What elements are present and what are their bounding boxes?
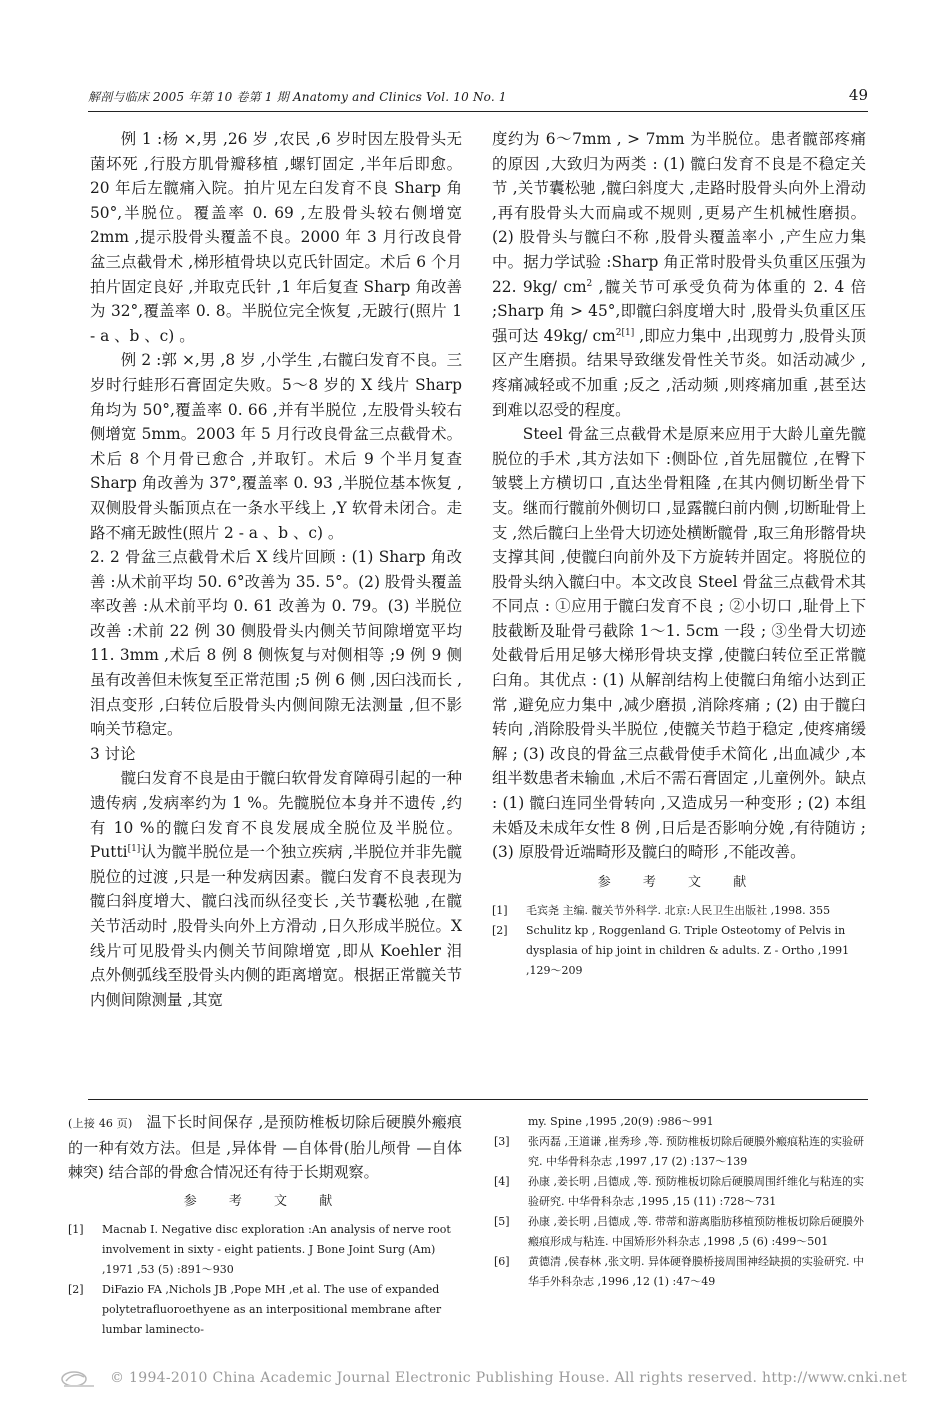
running-header [88,88,868,108]
header-rule [88,111,868,112]
section-divider [88,1099,868,1100]
reference-number [494,1112,528,1132]
discussion-text-b: 认为髋半脱位是一个独立疾病 ,半脱位并非先髋脱位的过渡 ,只是一种发病因素。髋臼发育不良表现为髋臼斜度增大、髋臼浅而纵径变长 ,关节囊松驰 ,在髋关节活动时 ,股骨头向外上方滑动 ,日久形成半脱位。X 线片可见股骨头内侧关节间隙增宽 ,即从 Koehler 泪点外侧弧线至股骨头内侧的距离增宽。根据正常髋关节内侧间隙测量 ,其宽 [90,843,462,1009]
references-heading: 参 考 文 献 [183,1194,347,1209]
reference-number: [6] [494,1255,510,1268]
pain-text-a: 度约为 6～7mm , > 7mm 为半脱位。患者髋部疼痛的原因 ,大致归为两类 : (1) 髋臼发育不良是不稳定关节 ,关节囊松驰 ,髋臼斜度大 ,走路时股骨头向外上滑动 ,再有股骨头大而扁或不规则 ,更易产生机械性磨损。(2) 股骨头与髋臼不称 ,股骨头覆盖率小 ,产生应力集中。据力学试验 :Sharp 角正常时股骨头负重区压强为 22. 9kg/ cm [492,130,866,296]
sup-squared: 2 [586,278,593,289]
continuation-column-left [68,1110,462,1340]
continued-from-note: (上接 46 页) [68,1117,133,1130]
reference-number: [1] [492,904,508,918]
continuation-text: 温下长时间保存 ,是预防椎板切除后硬膜外瘢痕的一种有效方法。但是 ,异体骨 —自体骨(胎儿颅骨 —自体棘突) 结合部的骨愈合情况还有待于长期观察。 [68,1113,462,1181]
section-3-heading: 3 讨论 [90,744,136,763]
discussion-paragraph [90,766,462,1012]
reference-text: 张丙磊 ,王道谦 ,崔秀珍 ,等. 预防椎板切除后硬膜外瘢痕粘连的实验研究. 中华骨科杂志 ,1997 ,17 (2) :137～139 [528,1135,864,1168]
reference-text: my. Spine ,1995 ,20(9) :986～991 [528,1115,714,1128]
reference-item [68,1220,462,1280]
pain-text-b: ,髋关节可承受负荷为体重的 2. 4 倍 ;Sharp 角 > 45°,即髋臼斜度增大时 ,股骨头负重区压强可达 49kg/ cm [492,277,866,345]
continuation-paragraph [68,1110,462,1184]
reference-number: [3] [494,1135,510,1148]
reference-number: [2] [68,1283,84,1296]
discussion-text-a: 髋臼发育不良是由于髋臼软骨发育障碍引起的一种遗传病 ,发病率约为 1 %。先髋脱位本身并不遗传 ,约有 10 %的髋臼发育不良发展成全脱位及半脱位。Putti [90,769,462,862]
copyright-text: © 1994-2010 China Academic Journal Electronic Publishing House. All rights reserved. http://www.cnki.net [110,1370,908,1386]
reference-item [494,1132,866,1172]
left-column [90,127,462,1012]
reference-text: 孙康 ,姜长明 ,吕德成 ,等. 预防椎板切除后硬膜周围纤维化与粘连的实验研究. 中华骨科杂志 ,1995 ,15 (11) :728～731 [528,1175,864,1208]
reference-text: 毛宾尧 主编. 髋关节外科学. 北京:人民卫生出版社 ,1998. 355 [526,904,831,918]
reference-number: [5] [494,1215,510,1228]
case-2-paragraph: 例 2 :郭 ×,男 ,8 岁 ,小学生 ,右髋臼发育不良。三岁时行蛙形石膏固定失败。5～8 岁的 X 线片 Sharp 角均为 50°,覆盖率 0. 66 ,并有半脱位 ,左股骨头较右侧增宽 5mm。2003 年 5 月行改良骨盆三点截骨术。术后 8 个月骨已愈合 ,并取钉。术后 9 个半月复查 Sharp 角改善为 37°,覆盖率 0. 93 ,半脱位基本恢复 ,双侧股骨头骺顶点在一条水平线上 ,Y 软骨未闭合。走路不痛无跛性(照片 2 - a 、b 、c) 。 [90,351,462,542]
journal-info: 解剖与临床 2005 年第 10 卷第 1 期 Anatomy and Clinics Vol. 10 No. 1 [88,90,507,104]
section-2-2-paragraph: 2. 2 骨盆三点截骨术后 X 线片回顾 : (1) Sharp 角改善 :从术前平均 50. 6°改善为 35. 5°。(2) 股骨头覆盖率改善 :从术前平均 0. 61 改善为 0. 79。(3) 半脱位改善 :术前 22 例 30 侧股骨头内侧关节间隙增宽平均 11. 3mm ,术后 8 例 8 侧恢复与对侧相等 ;9 例 9 侧虽有改善但未恢复至正常范围 ;5 例 6 侧 ,因臼浅而长 ,泪点变形 ,臼转位后股骨头内侧间隙无法测量 ,但不影响关节稳定。 [90,548,462,739]
reference-number: [2] [492,924,508,938]
right-column [492,127,866,981]
references-heading: 参 考 文 献 [597,874,761,890]
reference-list [492,901,866,981]
reference-item [494,1112,866,1132]
continuation-reference-list [494,1112,866,1292]
pain-text-c: ,即应力集中 ,出现剪力 ,股骨头顶区产生磨损。结果导致继发骨性关节炎。如活动减少 ,疼痛减轻或不加重 ;反之 ,活动频 ,则疼痛加重 ,甚至达到难以忍受的程度。 [492,326,866,419]
reference-item [494,1172,866,1212]
reference-text: Macnab I. Negative disc exploration :An analysis of nerve root involvement in sixty - eight patients. J Bone Joint Surg (Am) ,1971 ,53 (5) :891～930 [102,1223,451,1276]
reference-text: 孙康 ,姜长明 ,吕德成 ,等. 带蒂和游离脂肪移植预防椎板切除后硬膜外瘢痕形成与粘连. 中国矫形外科杂志 ,1998 ,5 (6) :499～501 [528,1215,864,1248]
reference-text: 黄德清 ,侯春林 ,张文明. 异体硬脊膜桥接周围神经缺损的实验研究. 中华手外科杂志 ,1996 ,12 (1) :47～49 [528,1255,864,1288]
reference-item [494,1212,866,1252]
reference-number: [4] [494,1175,510,1188]
reference-item [492,921,866,981]
copyright-footer [60,1367,908,1391]
reference-text: DiFazio FA ,Nichols JB ,Pope MH ,et al. The use of expanded polytetrafluoroethyene as an interpositional membrane after lumbar laminecto- [102,1283,442,1336]
reference-item [492,901,866,921]
sup-squared-citation: 2[1] [615,327,635,338]
pain-cause-paragraph [492,127,866,422]
reference-text: Schulitz kp , Roggenland G. Triple Osteotomy of Pelvis in dysplasia of hip joint in children & adults. Z - Ortho ,1991 ,129～209 [526,924,850,978]
steel-osteotomy-paragraph: Steel 骨盆三点截骨术是原来应用于大龄儿童先髋脱位的手术 ,其方法如下 :侧卧位 ,首先屈髋位 ,在臀下皱襞上方横切口 ,直达坐骨粗隆 ,在其内侧切断坐骨下支。继而行髋前外侧切口 ,显露髋臼前内侧 ,切断耻骨上支 ,然后髋臼上坐骨大切迹处横断髋骨 ,取三角形髂骨块支撑其间 ,使髋臼向前外及下方旋转并固定。将脱位的股骨头纳入髋臼中。本文改良 Steel 骨盆三点截骨术其不同点 : ①应用于髋臼发育不良 ; ②小切口 ,耻骨上下肢截断及耻骨弓截除 1～1. 5cm 一段 ; ③坐骨大切迹处截骨后用足够大梯形骨块支撑 ,使髋臼转位至正常髋臼角。其优点 : (1) 从解剖结构上使髋臼角缩小达到正常 ,避免应力集中 ,减少磨损 ,消除疼痛 ; (2) 由于髋臼转向 ,消除股骨头半脱位 ,使髋关节趋于稳定 ,使疼痛缓解 ; (3) 改良的骨盆三点截骨使手术简化 ,出血减少 ,本组半数患者未输血 ,术后不需石膏固定 ,儿童例外。缺点 : (1) 髋臼连同坐骨转向 ,又造成另一种变形 ; (2) 本组未婚及未成年女性 8 例 ,日后是否影响分娩 ,有待随访 ; (3) 原股骨近端畸形及髋臼的畸形 ,不能改善。 [492,425,866,862]
reference-item [68,1280,462,1340]
reference-list [68,1220,462,1340]
reference-item [494,1252,866,1292]
reference-number: [1] [68,1223,84,1236]
page-number: 49 [848,86,868,104]
case-1-paragraph: 例 1 :杨 ×,男 ,26 岁 ,农民 ,6 岁时因左股骨头无菌坏死 ,行股方肌骨瓣移植 ,螺钉固定 ,半年后即愈。20 年后左髋痛入院。拍片见左臼发育不良 Sharp 角 50°,半脱位。覆盖率 0. 69 ,左股骨头较右侧增宽 2mm ,提示股骨头覆盖不良。2000 年 3 月行改良骨盆三点截骨术 ,梯形植骨块以克氏针固定。术后 6 个月拍片固定良好 ,并取克氏针 ,1 年后复查 Sharp 角改善为 32°,覆盖率 0. 8。半脱位完全恢复 ,无跛行(照片 1 - a 、b 、c) 。 [90,130,462,345]
citation-1: [1] [127,844,141,855]
publisher-logo-icon [60,1369,100,1389]
